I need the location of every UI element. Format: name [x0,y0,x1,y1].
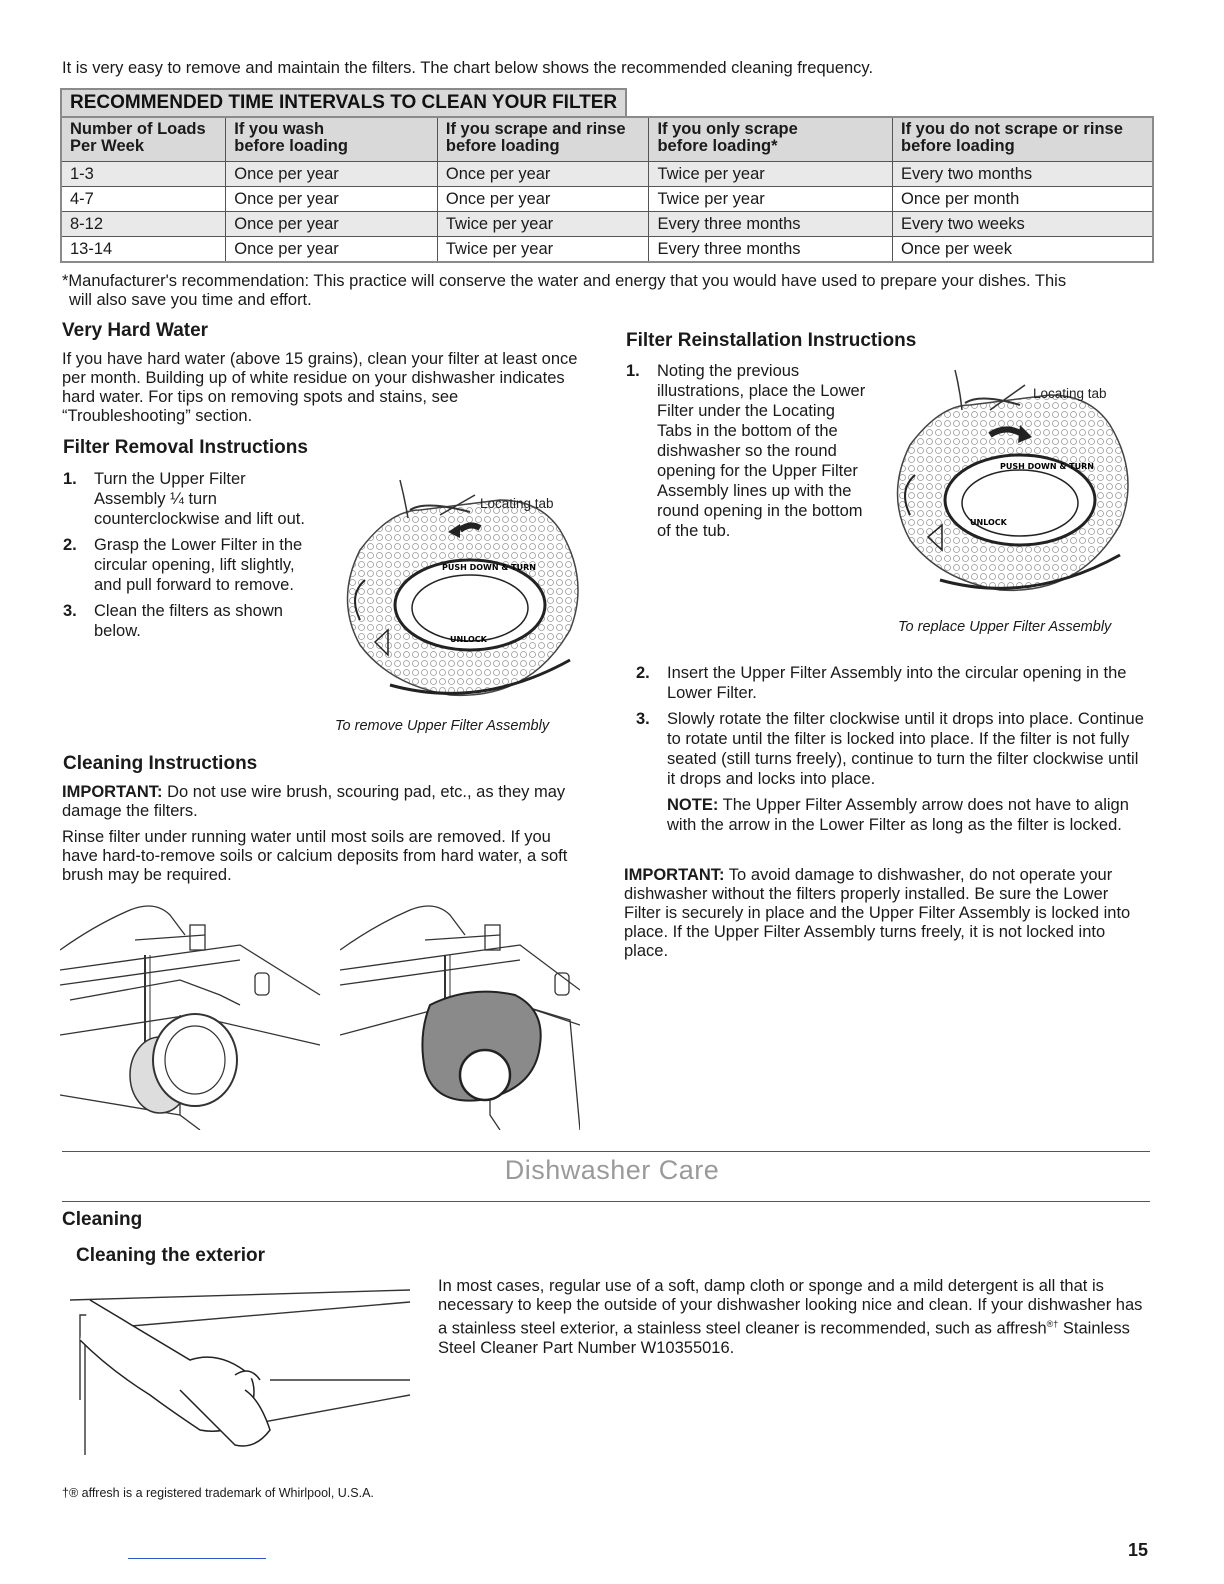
hand-shape [340,906,465,950]
reinstall-steps-2-3 [636,663,1146,841]
table-cell: Every three months [649,237,893,263]
table-cell: Once per year [437,162,649,187]
page-number: 15 [1128,1540,1149,1560]
remove-filter-illustration [330,470,590,710]
ring-label-top: PUSH DOWN & TURN [442,563,536,572]
table-footnote: *Manufacturer's recommendation: This practice will conserve the water and energy that you would have used to prepare your dishes. This will also save you time and effort. [62,272,1067,309]
cleaning-exterior-heading: Cleaning the exterior [76,1245,265,1266]
exterior-text: In most cases, regular use of a soft, damp cloth or sponge and a mild detergent is all that is necessary to keep the outside of your dishwasher looking nice and clean. If your dishwasher has a stainless steel exterior, a stainless steel cleaner is recommended, such as affresh®† Stainless Steel Cleaner Part Number W10355016. [438,1277,1143,1357]
table-row [61,237,1153,263]
trademark-note: †® affresh is a registered trademark of Whirlpool, U.S.A. [62,1486,374,1500]
cleaning-instructions-heading: Cleaning Instructions [63,753,258,774]
list-item: 1. Noting the previous illustrations, place the Lower Filter under the Locating Tabs in the bottom of the dishwasher so the round opening for the Upper Filter Assembly lines up with the round opening in the bottom of the tub. [626,362,866,540]
care-rule-top [62,1151,1150,1152]
cleaning-frequency-table [60,116,1154,263]
table-cell: Twice per year [649,162,893,187]
ring-label-bottom: UNLOCK [970,518,1007,527]
table-row [61,162,1153,187]
footer-link-line [128,1558,266,1559]
care-rule-bottom [62,1201,1150,1202]
header-scrape-rinse: If you scrape and rinse before loading [437,117,649,162]
rinse-lower-filter-illustration [340,895,580,1130]
header-no-scrape: If you do not scrape or rinse before loading [893,117,1154,162]
cleaning-instructions-text: Rinse filter under running water until most soils are removed. If you have hard-to-remove soils or calcium deposits from hard water, a soft brush may be required. [62,828,568,884]
removal-heading: Filter Removal Instructions [63,437,308,458]
header-wash: If you wash before loading [226,117,438,162]
reinstall-note: NOTE: The Upper Filter Assembly arrow does not have to align with the arrow in the Lower Filter as long as the filter is locked. [667,796,1129,834]
table-cell: Twice per year [649,187,893,212]
rinse-upper-filter-illustration [60,895,340,1130]
list-item: 2. Grasp the Lower Filter in the circular opening, lift slightly, and pull forward to remove. [63,536,303,594]
table-cell: Once per year [226,212,438,237]
table-title: RECOMMENDED TIME INTERVALS TO CLEAN YOUR FILTER [60,88,627,116]
table-cell: 8-12 [61,212,226,237]
list-item: 1. Turn the Upper Filter Assembly ¼ turn counterclockwise and lift out. [63,470,305,528]
table-cell: Every two months [893,162,1154,187]
table-row [61,212,1153,237]
table-cell: Once per year [226,187,438,212]
replace-filter-illustration [880,365,1145,605]
cleaning-heading: Cleaning [62,1209,143,1230]
table-cell: Once per year [437,187,649,212]
reinstall-important-text: IMPORTANT: To avoid damage to dishwasher, do not operate your dishwasher without the filters properly installed. Be sure the Lower Filter is securely in place and the Upper Filter Assembly is locked into place. If the Upper Filter Assembly turns freely, it is not locked into place. [624,866,1131,960]
table-cell: 13-14 [61,237,226,263]
table-cell: 1-3 [61,162,226,187]
hand-shape [60,906,185,950]
reinstall-step-1 [626,361,866,547]
table-cell: Twice per year [437,212,649,237]
wipe-exterior-illustration [60,1280,420,1460]
table-cell: Every three months [649,212,893,237]
intro-text: It is very easy to remove and maintain the filters. The chart below shows the recommended cleaning frequency. [62,59,874,77]
list-item: 2. Insert the Upper Filter Assembly into the circular opening in the Lower Filter. [636,664,1127,702]
replace-caption: To replace Upper Filter Assembly [898,619,1112,635]
list-item: 3. Slowly rotate the filter clockwise until it drops into place. Continue to rotate until the filter is locked into place. If the filter is not fully seated (still turns freely), continue to turn the filter clockwise until it drops and locks into place. NOTE: The Upper Filter Assembly arrow does not have to align with the arrow in the Lower Filter as long as the filter is locked. [636,709,1146,835]
locating-tab-label: Locating tab [480,496,554,511]
hard-water-text: If you have hard water (above 15 grains), clean your filter at least once per month. Building up of white residue on your dishwasher indicates hard water. For tips on removing spots and stains, see “Troubleshooting” section. [62,350,578,425]
ring-label-top: PUSH DOWN & TURN [1000,462,1094,471]
header-only-scrape: If you only scrape before loading* [649,117,893,162]
ring-label-bottom: UNLOCK [450,635,487,644]
header-loads: Number of Loads Per Week [61,117,226,162]
care-title: Dishwasher Care [504,1155,720,1185]
table-header-row [61,117,1153,162]
table-row [61,187,1153,212]
table-cell: Once per week [893,237,1154,263]
locating-tab-label: Locating tab [1033,386,1107,401]
cleaning-important-text: IMPORTANT: Do not use wire brush, scouring pad, etc., as they may damage the filters. [62,783,566,820]
table-cell: Twice per year [437,237,649,263]
table-cell: Once per month [893,187,1154,212]
table-cell: Once per year [226,162,438,187]
reinstall-heading: Filter Reinstallation Instructions [626,330,917,351]
table-cell: Once per year [226,237,438,263]
hard-water-heading: Very Hard Water [62,320,209,341]
table-cell: 4-7 [61,187,226,212]
remove-caption: To remove Upper Filter Assembly [335,718,550,734]
list-item: 3. Clean the filters as shown below. [63,602,283,640]
removal-steps [63,469,313,647]
table-cell: Every two weeks [893,212,1154,237]
